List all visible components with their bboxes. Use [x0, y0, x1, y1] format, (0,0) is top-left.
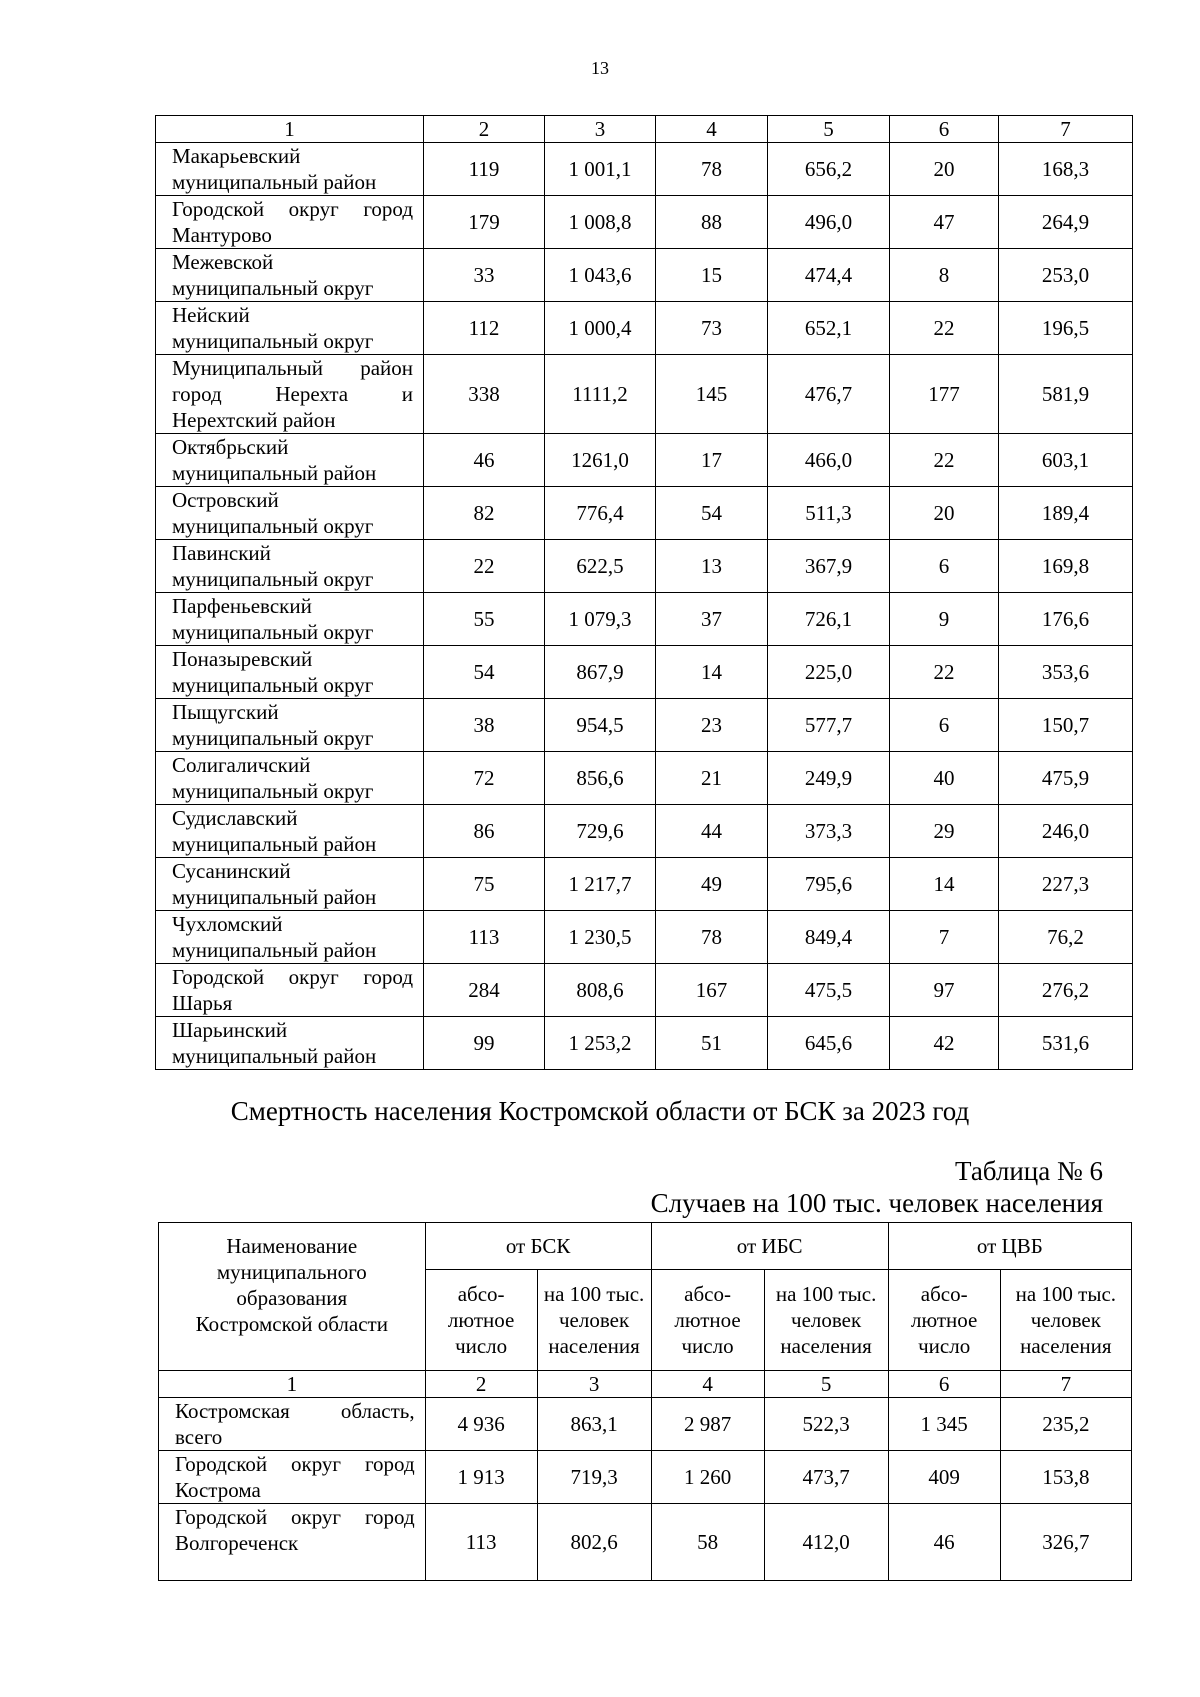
row-name-line: муниципальный район: [172, 1044, 377, 1068]
value-cell: 51: [656, 1017, 768, 1070]
row-name-cell: [156, 646, 424, 699]
value-cell: 645,6: [768, 1017, 890, 1070]
row-name-line: Поназыревский: [172, 647, 313, 671]
value-cell: 179: [424, 196, 545, 249]
value-cell: 113: [424, 911, 545, 964]
value-cell: 802,6: [537, 1504, 651, 1581]
column-number-cell: 5: [764, 1371, 888, 1398]
row-name-line: муниципальный район: [172, 938, 377, 962]
row-name-cell: [159, 1398, 426, 1451]
row-name-line: Муниципальный район: [172, 356, 413, 380]
row-name-line: Нейский: [172, 303, 250, 327]
value-cell: 2 987: [651, 1398, 764, 1451]
value-cell: 656,2: [768, 143, 890, 196]
row-name-cell: [156, 805, 424, 858]
value-cell: 97: [890, 964, 999, 1017]
row-name-line: Городской округ город: [172, 965, 413, 989]
value-cell: 169,8: [999, 540, 1133, 593]
row-name-line: Городской округ город: [172, 197, 413, 221]
row-name-cell: [159, 1504, 426, 1581]
row-name-line: муниципальный округ: [172, 620, 374, 644]
value-cell: 196,5: [999, 302, 1133, 355]
value-cell: 76,2: [999, 911, 1133, 964]
row-name-cell: [156, 858, 424, 911]
table-row: [156, 143, 1133, 196]
row-name-line: муниципальный район: [172, 461, 377, 485]
value-cell: 409: [888, 1451, 1000, 1504]
group-header-row: [159, 1223, 1132, 1270]
value-cell: 78: [656, 911, 768, 964]
value-cell: 86: [424, 805, 545, 858]
row-name-line: Шарьинский: [172, 1018, 288, 1042]
row-name-line: Шарья: [172, 991, 233, 1015]
row-name-cell: [156, 434, 424, 487]
row-name-cell: [156, 1017, 424, 1070]
value-cell: 78: [656, 143, 768, 196]
value-cell: 4 936: [425, 1398, 537, 1451]
value-cell: 55: [424, 593, 545, 646]
row-name-cell: [156, 540, 424, 593]
value-cell: 412,0: [764, 1504, 888, 1581]
row-name-line: Солигаличский: [172, 753, 311, 777]
row-name-line: всего: [175, 1425, 223, 1449]
value-cell: 6: [890, 540, 999, 593]
value-cell: 863,1: [537, 1398, 651, 1451]
value-cell: 119: [424, 143, 545, 196]
value-cell: 1111,2: [545, 355, 656, 434]
column-number-cell: 5: [768, 116, 890, 143]
rate-header: [1000, 1270, 1131, 1371]
row-name-line: Павинский: [172, 541, 271, 565]
value-cell: 227,3: [999, 858, 1133, 911]
subheader-line: число: [918, 1334, 971, 1358]
page-number: 13: [591, 58, 609, 78]
row-name-line: Октябрьский: [172, 435, 289, 459]
value-cell: 8: [890, 249, 999, 302]
value-cell: 42: [890, 1017, 999, 1070]
column-number-cell: 7: [999, 116, 1133, 143]
value-cell: 112: [424, 302, 545, 355]
row-name-cell: [156, 196, 424, 249]
value-cell: 150,7: [999, 699, 1133, 752]
value-cell: 729,6: [545, 805, 656, 858]
subheader-line: число: [455, 1334, 508, 1358]
absolute-number-header: [888, 1270, 1000, 1371]
column-number-cell: 3: [545, 116, 656, 143]
value-cell: 1 000,4: [545, 302, 656, 355]
row-name-line: Городской округ город: [175, 1452, 415, 1476]
value-cell: 22: [890, 302, 999, 355]
value-cell: 58: [651, 1504, 764, 1581]
row-name-line: Межевской: [172, 250, 274, 274]
value-cell: 113: [425, 1504, 537, 1581]
row-name-line: Чухломский: [172, 912, 283, 936]
value-cell: 1 345: [888, 1398, 1000, 1451]
table-row: [159, 1451, 1132, 1504]
row-name-cell: [156, 752, 424, 805]
row-name-line: Островский: [172, 488, 279, 512]
value-cell: 82: [424, 487, 545, 540]
name-header-line: муниципального: [216, 1260, 367, 1284]
table-row: [156, 964, 1133, 1017]
bsk-mortality-table: [158, 1222, 1132, 1581]
value-cell: 20: [890, 143, 999, 196]
value-cell: 1 001,1: [545, 143, 656, 196]
value-cell: 1 079,3: [545, 593, 656, 646]
section-title: Смертность населения Костромской области от БСК за 2023 год: [230, 1096, 970, 1126]
subheader-line: населения: [548, 1334, 640, 1358]
row-name-cell: [156, 593, 424, 646]
table-row: [156, 355, 1133, 434]
subheader-line: человек: [791, 1308, 862, 1332]
table-row: [156, 196, 1133, 249]
row-name-line: Судиславский: [172, 806, 298, 830]
value-cell: 13: [656, 540, 768, 593]
row-name-line: муниципальный округ: [172, 514, 374, 538]
group-header-cell: от БСК: [425, 1223, 651, 1270]
row-name-line: Сусанинский: [172, 859, 291, 883]
value-cell: 856,6: [545, 752, 656, 805]
absolute-number-header: [425, 1270, 537, 1371]
column-number-cell: 4: [651, 1371, 764, 1398]
value-cell: 522,3: [764, 1398, 888, 1451]
value-cell: 1 008,8: [545, 196, 656, 249]
value-cell: 1261,0: [545, 434, 656, 487]
value-cell: 1 043,6: [545, 249, 656, 302]
value-cell: 46: [424, 434, 545, 487]
value-cell: 353,6: [999, 646, 1133, 699]
row-name-line: муниципальный район: [172, 170, 377, 194]
subheader-line: на 100 тыс.: [1015, 1282, 1117, 1306]
subheader-line: населения: [1020, 1334, 1112, 1358]
table-row: [156, 434, 1133, 487]
value-cell: 249,9: [768, 752, 890, 805]
value-cell: 75: [424, 858, 545, 911]
value-cell: 1 253,2: [545, 1017, 656, 1070]
group-header-cell: от ЦВБ: [888, 1223, 1131, 1270]
value-cell: 246,0: [999, 805, 1133, 858]
value-cell: 15: [656, 249, 768, 302]
value-cell: 276,2: [999, 964, 1133, 1017]
table-row: [156, 593, 1133, 646]
column-number-cell: 1: [159, 1371, 426, 1398]
table-row: [156, 858, 1133, 911]
table-row: [156, 540, 1133, 593]
row-name-line: муниципальный округ: [172, 567, 374, 591]
value-cell: 808,6: [545, 964, 656, 1017]
value-cell: 726,1: [768, 593, 890, 646]
row-name-line: Волгореченск: [175, 1531, 299, 1555]
name-header-cell: [159, 1223, 426, 1371]
value-cell: 795,6: [768, 858, 890, 911]
value-cell: 719,3: [537, 1451, 651, 1504]
column-number-row: [156, 116, 1133, 143]
value-cell: 475,5: [768, 964, 890, 1017]
table-row: [156, 1017, 1133, 1070]
value-cell: 511,3: [768, 487, 890, 540]
value-cell: 338: [424, 355, 545, 434]
value-cell: 73: [656, 302, 768, 355]
value-cell: 475,9: [999, 752, 1133, 805]
row-name-line: Макарьевский: [172, 144, 301, 168]
row-name-line: Парфеньевский: [172, 594, 312, 618]
value-cell: 284: [424, 964, 545, 1017]
value-cell: 326,7: [1000, 1504, 1131, 1581]
value-cell: 581,9: [999, 355, 1133, 434]
row-name-line: Нерехтский район: [172, 408, 336, 432]
value-cell: 373,3: [768, 805, 890, 858]
value-cell: 33: [424, 249, 545, 302]
value-cell: 177: [890, 355, 999, 434]
value-cell: 14: [656, 646, 768, 699]
value-cell: 1 230,5: [545, 911, 656, 964]
column-number-row: [159, 1371, 1132, 1398]
value-cell: 17: [656, 434, 768, 487]
column-number-cell: 7: [1000, 1371, 1131, 1398]
column-number-cell: 6: [888, 1371, 1000, 1398]
row-name-line: муниципальный округ: [172, 329, 374, 353]
value-cell: 849,4: [768, 911, 890, 964]
subheader-line: абсо-: [920, 1282, 968, 1306]
table-row: [159, 1398, 1132, 1451]
name-header-line: Наименование: [226, 1234, 358, 1258]
subheader-line: лютное: [910, 1308, 978, 1332]
value-cell: 474,4: [768, 249, 890, 302]
value-cell: 72: [424, 752, 545, 805]
row-name-line: Городской округ город: [175, 1505, 415, 1529]
value-cell: 47: [890, 196, 999, 249]
value-cell: 22: [890, 434, 999, 487]
value-cell: 88: [656, 196, 768, 249]
table-row: [156, 249, 1133, 302]
row-name-cell: [156, 249, 424, 302]
value-cell: 466,0: [768, 434, 890, 487]
column-number-cell: 4: [656, 116, 768, 143]
row-name-cell: [156, 964, 424, 1017]
value-cell: 54: [424, 646, 545, 699]
value-cell: 776,4: [545, 487, 656, 540]
subheader-line: человек: [1030, 1308, 1101, 1332]
district-mortality-table-continued: [155, 115, 1133, 1070]
value-cell: 21: [656, 752, 768, 805]
subheader-line: на 100 тыс.: [543, 1282, 645, 1306]
value-cell: 99: [424, 1017, 545, 1070]
value-cell: 7: [890, 911, 999, 964]
value-cell: 1 217,7: [545, 858, 656, 911]
subheader-line: абсо-: [457, 1282, 505, 1306]
table-row: [159, 1504, 1132, 1581]
rate-header: [764, 1270, 888, 1371]
absolute-number-header: [651, 1270, 764, 1371]
row-name-line: муниципальный округ: [172, 726, 374, 750]
value-cell: 531,6: [999, 1017, 1133, 1070]
column-number-cell: 2: [424, 116, 545, 143]
value-cell: 49: [656, 858, 768, 911]
row-name-line: город Нерехта и: [172, 382, 413, 406]
table-row: [156, 487, 1133, 540]
value-cell: 954,5: [545, 699, 656, 752]
value-cell: 153,8: [1000, 1451, 1131, 1504]
value-cell: 652,1: [768, 302, 890, 355]
value-cell: 46: [888, 1504, 1000, 1581]
subheader-line: населения: [780, 1334, 872, 1358]
table-row: [156, 911, 1133, 964]
value-cell: 176,6: [999, 593, 1133, 646]
subheader-line: абсо-: [684, 1282, 731, 1306]
value-cell: 189,4: [999, 487, 1133, 540]
row-name-cell: [156, 143, 424, 196]
value-cell: 44: [656, 805, 768, 858]
row-name-cell: [156, 355, 424, 434]
table-row: [156, 699, 1133, 752]
column-number-cell: 2: [425, 1371, 537, 1398]
value-cell: 253,0: [999, 249, 1133, 302]
row-name-cell: [156, 911, 424, 964]
value-cell: 145: [656, 355, 768, 434]
value-cell: 867,9: [545, 646, 656, 699]
value-cell: 37: [656, 593, 768, 646]
column-number-cell: 6: [890, 116, 999, 143]
table-number: Таблица № 6: [955, 1156, 1103, 1186]
value-cell: 38: [424, 699, 545, 752]
subheader-line: число: [681, 1334, 734, 1358]
value-cell: 603,1: [999, 434, 1133, 487]
subheader-line: лютное: [674, 1308, 741, 1332]
column-number-cell: 1: [156, 116, 424, 143]
value-cell: 473,7: [764, 1451, 888, 1504]
row-name-cell: [156, 699, 424, 752]
table-row: [156, 805, 1133, 858]
value-cell: 622,5: [545, 540, 656, 593]
value-cell: 40: [890, 752, 999, 805]
value-cell: 225,0: [768, 646, 890, 699]
subheader-line: на 100 тыс.: [775, 1282, 877, 1306]
value-cell: 23: [656, 699, 768, 752]
row-name-cell: [156, 302, 424, 355]
value-cell: 235,2: [1000, 1398, 1131, 1451]
row-name-line: Кострома: [175, 1478, 261, 1502]
table-row: [156, 646, 1133, 699]
value-cell: 168,3: [999, 143, 1133, 196]
value-cell: 20: [890, 487, 999, 540]
row-name-line: Пыщугский: [172, 700, 279, 724]
value-cell: 367,9: [768, 540, 890, 593]
value-cell: 496,0: [768, 196, 890, 249]
value-cell: 1 260: [651, 1451, 764, 1504]
group-header-cell: от ИБС: [651, 1223, 888, 1270]
value-cell: 264,9: [999, 196, 1133, 249]
column-number-cell: 3: [537, 1371, 651, 1398]
row-name-cell: [159, 1451, 426, 1504]
row-name-line: муниципальный округ: [172, 779, 374, 803]
row-name-line: муниципальный район: [172, 832, 377, 856]
value-cell: 476,7: [768, 355, 890, 434]
value-cell: 9: [890, 593, 999, 646]
table-units: Случаев на 100 тыс. человек населения: [650, 1188, 1103, 1218]
row-name-line: муниципальный округ: [172, 276, 374, 300]
value-cell: 14: [890, 858, 999, 911]
value-cell: 167: [656, 964, 768, 1017]
subheader-line: лютное: [447, 1308, 515, 1332]
value-cell: 22: [424, 540, 545, 593]
value-cell: 54: [656, 487, 768, 540]
subheader-line: человек: [558, 1308, 630, 1332]
value-cell: 29: [890, 805, 999, 858]
value-cell: 22: [890, 646, 999, 699]
row-name-cell: [156, 487, 424, 540]
row-name-line: муниципальный округ: [172, 673, 374, 697]
rate-header: [537, 1270, 651, 1371]
table-row: [156, 302, 1133, 355]
name-header-line: образования: [236, 1286, 348, 1310]
table-row: [156, 752, 1133, 805]
value-cell: 1 913: [425, 1451, 537, 1504]
name-header-line: Костромской области: [195, 1312, 388, 1336]
row-name-line: Мантурово: [172, 223, 272, 247]
row-name-line: Костромская область,: [175, 1399, 415, 1423]
value-cell: 577,7: [768, 699, 890, 752]
row-name-line: муниципальный район: [172, 885, 377, 909]
value-cell: 6: [890, 699, 999, 752]
